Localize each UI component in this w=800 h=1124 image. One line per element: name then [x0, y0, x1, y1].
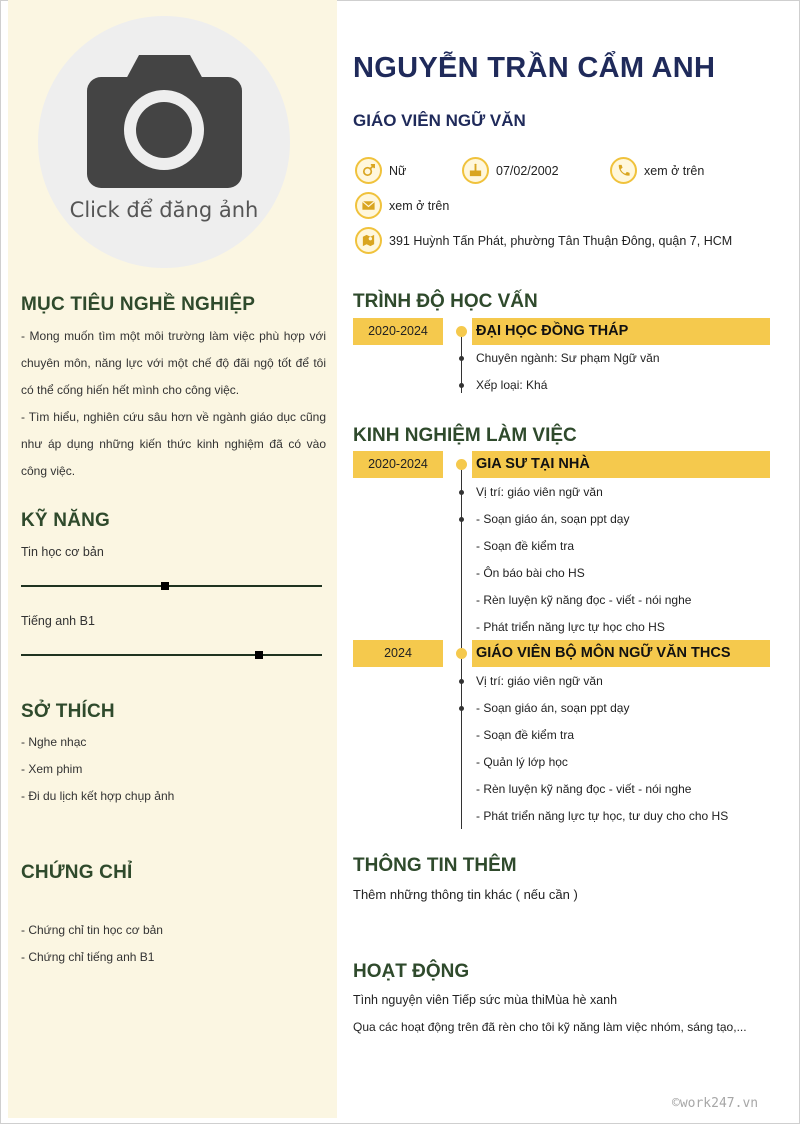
gender-icon [355, 157, 382, 184]
contact-gender: Nữ [355, 157, 406, 184]
timeline-dot [459, 490, 464, 495]
experience-detail: - Rèn luyện kỹ năng đọc - viết - nói nghe [476, 593, 692, 607]
list-item: - Chứng chỉ tiếng anh B1 [21, 950, 155, 964]
timeline-dot [456, 648, 467, 659]
skill-level-knob [161, 582, 169, 590]
timeline-dot [459, 706, 464, 711]
activities-line: Tình nguyện viên Tiếp sức mùa thiMùa hè xanh [353, 993, 618, 1007]
photo-upload-label[interactable]: Click để đăng ảnh [69, 198, 259, 222]
experience-role: GIÁO VIÊN BỘ MÔN NGỮ VĂN THCS [472, 640, 770, 667]
contact-email: xem ở trên [355, 192, 449, 219]
objective-text: - Mong muốn tìm một môi trường làm việc phù hợp với chuyên môn, năng lực với một chế độ đãi ngộ tốt để tôi có thể cống hiến hết mình cho công việc. - Tìm hiểu, nghiên cứu sâu hơn về ngành giáo dục cũng như áp dụng những kiến thức kinh nghiệm đã có vào công việc. [21, 329, 326, 478]
job-title: GIÁO VIÊN NGỮ VĂN [353, 111, 526, 130]
cake-icon [462, 157, 489, 184]
skills-title: KỸ NĂNG [21, 510, 111, 531]
additional-text: Thêm những thông tin khác ( nếu cần ) [353, 887, 578, 902]
education-detail: Chuyên ngành: Sư phạm Ngữ văn [476, 351, 660, 365]
experience-detail: Vị trí: giáo viên ngữ văn [476, 674, 603, 688]
timeline-dot [459, 517, 464, 522]
activities-line: Qua các hoạt động trên đã rèn cho tôi kỹ năng làm việc nhóm, sáng tạo,... [353, 1020, 747, 1034]
skill-label: Tiếng anh B1 [21, 614, 95, 628]
map-pin-icon [355, 227, 382, 254]
timeline-dot [456, 459, 467, 470]
full-name: NGUYỄN TRẦN CẨM ANH [353, 52, 716, 84]
mail-icon [355, 192, 382, 219]
experience-detail: - Soạn giáo án, soạn ppt dạy [476, 701, 630, 715]
experience-detail: - Rèn luyện kỹ năng đọc - viết - nói nghe [476, 782, 692, 796]
activities-title: HOẠT ĐỘNG [353, 961, 470, 982]
watermark: ©work247.vn [672, 1096, 759, 1111]
experience-year: 2020-2024 [353, 451, 443, 478]
experience-detail: - Soạn đề kiểm tra [476, 539, 575, 553]
education-school: ĐẠI HỌC ĐỒNG THÁP [472, 318, 770, 345]
experience-role: GIA SƯ TẠI NHÀ [472, 451, 770, 478]
phone-icon [610, 157, 637, 184]
list-item: - Nghe nhạc [21, 735, 87, 749]
certificates-list [21, 917, 163, 971]
education-detail: Xếp loại: Khá [476, 378, 548, 392]
experience-detail: - Phát triển năng lực tự học cho HS [476, 620, 665, 634]
experience-detail: - Ôn báo bài cho HS [476, 566, 585, 580]
skill-label: Tin học cơ bản [21, 545, 104, 559]
list-item: - Chứng chỉ tin học cơ bản [21, 923, 163, 937]
camera-icon [87, 53, 242, 188]
experience-year: 2024 [353, 640, 443, 667]
skill-bar [21, 585, 322, 587]
additional-title: THÔNG TIN THÊM [353, 855, 517, 876]
skill-bar [21, 654, 322, 656]
list-item: - Xem phim [21, 762, 83, 776]
certificates-title: CHỨNG CHỈ [21, 862, 133, 883]
timeline-dot [456, 326, 467, 337]
contact-phone: xem ở trên [610, 157, 704, 184]
education-year: 2020-2024 [353, 318, 443, 345]
contact-address: 391 Huỳnh Tấn Phát, phường Tân Thuận Đông, quận 7, HCM [355, 227, 732, 254]
experience-detail: - Soạn giáo án, soạn ppt dạy [476, 512, 630, 526]
experience-detail: Vị trí: giáo viên ngữ văn [476, 485, 603, 499]
hobbies-list [21, 729, 174, 810]
timeline-dot [459, 356, 464, 361]
experience-detail: - Quản lý lớp học [476, 755, 568, 769]
skill-level-knob [255, 651, 263, 659]
timeline-dot [459, 679, 464, 684]
objective-title: MỤC TIÊU NGHỀ NGHIỆP [21, 294, 256, 315]
hobbies-title: SỞ THÍCH [21, 701, 115, 722]
list-item: - Đi du lịch kết hợp chụp ảnh [21, 789, 175, 803]
experience-title: KINH NGHIỆM LÀM VIỆC [353, 425, 577, 446]
timeline-dot [459, 383, 464, 388]
experience-detail: - Phát triển năng lực tự học, tư duy cho cho HS [476, 809, 729, 823]
avatar-upload[interactable] [38, 16, 290, 268]
education-title: TRÌNH ĐỘ HỌC VẤN [353, 291, 538, 312]
contact-birthday: 07/02/2002 [462, 157, 559, 184]
experience-detail: - Soạn đề kiểm tra [476, 728, 575, 742]
